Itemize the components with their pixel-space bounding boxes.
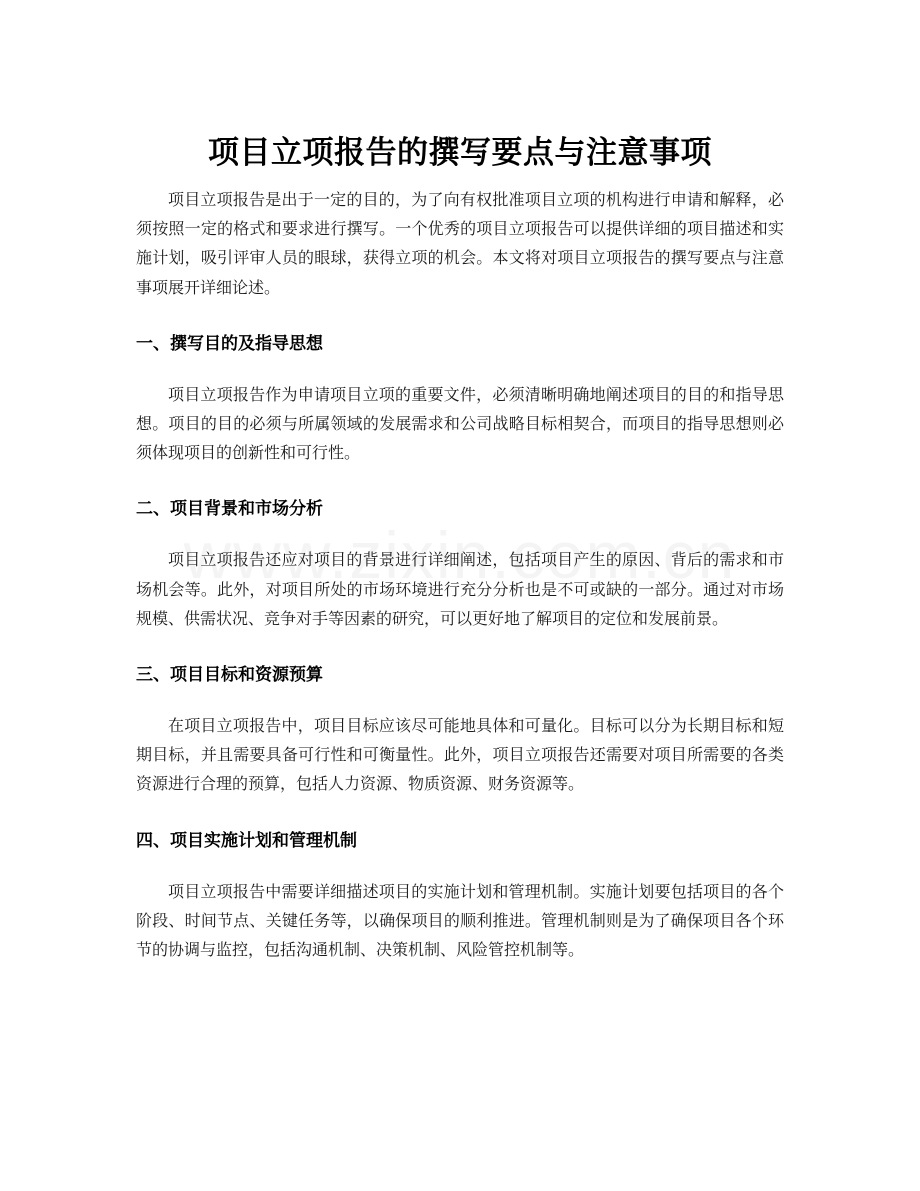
section-paragraph-2: 项目立项报告还应对项目的背景进行详细阐述，包括项目产生的原因、背后的需求和市场机会等。此外，对项目所处的市场环境进行充分分析也是不可或缺的一部分。通过对市场规模、供需状况、竞争对手等因素的研究，可以更好地了解项目的定位和发展前景。 bbox=[136, 550, 784, 628]
section-paragraph-3: 在项目立项报告中，项目目标应该尽可能地具体和可量化。目标可以分为长期目标和短期目标，并且需要具备可行性和可衡量性。此外，项目立项报告还需要对项目所需要的各类资源进行合理的预算，包括人力资源、物质资源、财务资源等。 bbox=[136, 716, 784, 794]
section-paragraph-4: 项目立项报告中需要详细描述项目的实施计划和管理机制。实施计划要包括项目的各个阶段、时间节点、关键任务等，以确保项目的顺利推进。管理机制则是为了确保项目各个环节的协调与监控，包括沟通机制、决策机制、风险管控机制等。 bbox=[136, 881, 784, 960]
document-body bbox=[136, 185, 784, 964]
section-heading-3: 三、项目目标和资源预算 bbox=[136, 665, 323, 686]
document-title: 项目立项报告的撰写要点与注意事项 bbox=[208, 134, 712, 171]
intro-paragraph: 项目立项报告是出于一定的目的，为了向有权批准项目立项的机构进行申请和解释，必须按照一定的格式和要求进行撰写。一个优秀的项目立项报告可以提供详细的项目描述和实施计划，吸引评审人员的眼球，获得立项的机会。本文将对项目立项报告的撰写要点与注意事项展开详细论述。 bbox=[136, 190, 784, 297]
section-heading-2: 二、项目背景和市场分析 bbox=[136, 499, 323, 520]
section-heading-1: 一、撰写目的及指导思想 bbox=[136, 333, 323, 354]
section-paragraph-1: 项目立项报告作为申请项目立项的重要文件，必须清晰明确地阐述项目的目的和指导思想。项目的目的必须与所属领域的发展需求和公司战略目标相契合，而项目的指导思想则必须体现项目的创新性和可行性。 bbox=[136, 384, 784, 463]
section-heading-4: 四、项目实施计划和管理机制 bbox=[136, 830, 357, 851]
